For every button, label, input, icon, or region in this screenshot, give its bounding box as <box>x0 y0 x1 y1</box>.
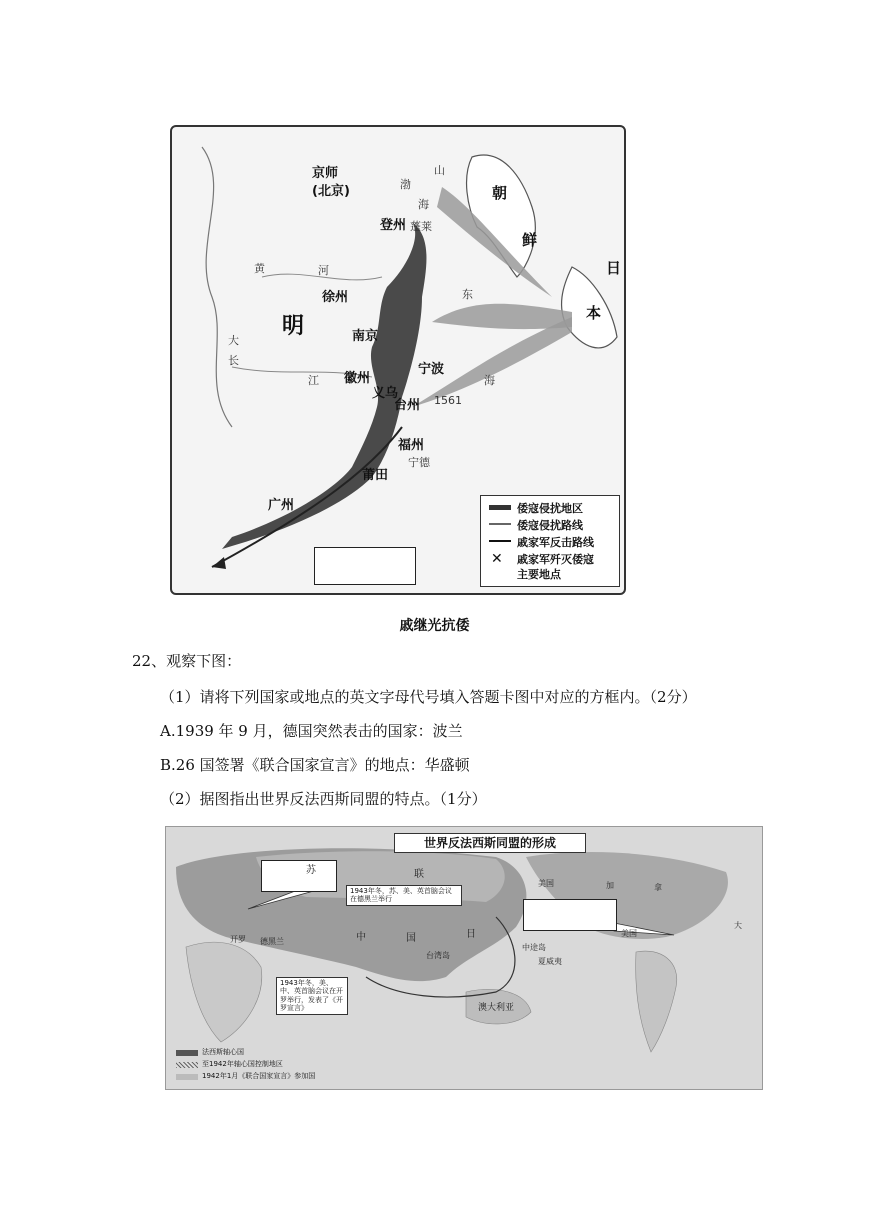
legend-item-5: 主要地点 <box>517 568 561 581</box>
label-jingshi: 京师 <box>312 166 339 181</box>
answer-box-poland[interactable] <box>261 860 337 892</box>
legend-cross-icon: ✕ <box>491 551 503 567</box>
label-nanjing: 南京 <box>352 329 379 344</box>
answer-box-map1[interactable] <box>314 547 416 585</box>
label-putian: 莆田 <box>362 468 389 483</box>
qi-jiguang-map <box>170 125 626 595</box>
map1-legend <box>480 495 620 587</box>
note-tehran: 1943年冬，苏、美、英首脑会议在德黑兰举行 <box>346 885 462 906</box>
label-guo: 国 <box>406 933 416 944</box>
label-he: 河 <box>318 264 329 277</box>
label-ningbo: 宁波 <box>418 362 445 377</box>
label-na: 拿 <box>654 883 662 892</box>
map2-title: 世界反法西斯同盟的形成 <box>394 833 586 853</box>
legend-swatch-route <box>489 523 511 525</box>
africa-shape <box>186 942 262 1042</box>
label-taiwan: 台湾岛 <box>426 951 450 960</box>
label-kailuo: 开罗 <box>230 935 246 944</box>
legend-item-3: 戚家军反击路线 <box>517 536 594 549</box>
label-penglai: 蓬莱 <box>410 220 432 233</box>
label-ningde: 宁德 <box>408 456 430 469</box>
label-su: 苏 <box>306 865 316 876</box>
label-da: 大 <box>228 334 239 347</box>
label-riben-2: 本 <box>586 304 602 322</box>
question-option-a: A.1939 年 9 月，德国突然表击的国家：波兰 <box>160 722 463 740</box>
label-aodaliya: 澳大利亚 <box>478 1003 515 1013</box>
label-hai2: 海 <box>484 374 495 387</box>
label-dengzhou: 登州 <box>380 218 407 233</box>
legend2-swatch-signatory <box>176 1074 198 1080</box>
label-year-1561: 1561 <box>434 394 462 407</box>
map1-coastline <box>202 147 232 427</box>
label-yiwu: 义乌 <box>372 386 399 401</box>
label-chang: 长 <box>228 354 239 367</box>
label-zhongguo: 中 <box>356 932 366 943</box>
label-ming: 明 <box>282 314 305 339</box>
label-xuzhou: 徐州 <box>322 290 349 305</box>
south-america-shape <box>636 951 677 1052</box>
legend2-swatch-controlled <box>176 1062 198 1068</box>
label-zhongtu: 中途岛 <box>522 943 546 952</box>
label-fuzhou: 福州 <box>398 438 425 453</box>
note-cairo: 1943年冬，美、中、英首脑会议在开罗举行，发表了《开罗宣言》 <box>276 977 348 1015</box>
label-guangzhou: 广州 <box>268 498 295 513</box>
anti-fascist-alliance-map <box>165 826 763 1090</box>
question-part1: （1）请将下列国家或地点的英文字母代号填入答题卡图中对应的方框内。（2分） <box>160 688 697 706</box>
label-jiang: 江 <box>308 374 319 387</box>
label-huizhou: 徽州 <box>344 371 371 386</box>
label-deheilan: 德黑兰 <box>260 937 284 946</box>
legend2-item-1: 法西斯轴心国 <box>202 1048 244 1056</box>
label-riben-1: 日 <box>606 259 622 277</box>
label-hai1: 海 <box>418 198 429 211</box>
label-bo: 渤 <box>400 178 411 191</box>
question-option-b: B.26 国签署《联合国家宣言》的地点：华盛顿 <box>160 756 470 774</box>
pirate-route-fan-north <box>432 304 572 329</box>
map1-caption: 戚继光抗倭 <box>399 618 470 634</box>
label-beijing: (北京) <box>312 184 350 199</box>
label-meiguo-1: 美国 <box>538 879 554 888</box>
label-chaoxian-2: 鲜 <box>522 231 538 249</box>
label-chaoxian-1: 朝 <box>492 184 508 202</box>
answer-box-washington[interactable] <box>523 899 617 931</box>
map2-legend <box>172 1046 422 1086</box>
label-meiguo-2: 美国 <box>621 929 637 938</box>
label-taizhou: 台州 <box>394 398 421 413</box>
legend2-item-2: 至1942年轴心国控制地区 <box>202 1060 283 1068</box>
legend-swatch-area <box>489 505 511 510</box>
label-shan: 山 <box>434 164 445 177</box>
label-dong: 东 <box>462 288 473 301</box>
label-xiaweiyi: 夏威夷 <box>538 957 562 966</box>
legend2-swatch-axis <box>176 1050 198 1056</box>
label-da2: 大 <box>734 921 742 930</box>
label-lian: 联 <box>414 869 424 880</box>
legend-item-2: 倭寇侵扰路线 <box>517 519 583 532</box>
legend2-item-3: 1942年1月《联合国家宣言》参加国 <box>202 1072 316 1080</box>
question-part2: （2）据图指出世界反法西斯同盟的特点。（1分） <box>160 790 487 808</box>
legend-item-4: 戚家军歼灭倭寇 <box>517 553 594 566</box>
route-arrowhead <box>212 557 226 569</box>
question-title: 22、观察下图： <box>132 652 242 670</box>
label-huang: 黄 <box>254 262 265 275</box>
label-jia: 加 <box>606 881 614 890</box>
label-ri: 日 <box>466 929 476 940</box>
legend-item-1: 倭寇侵扰地区 <box>517 502 583 515</box>
legend-swatch-counter <box>489 540 511 542</box>
